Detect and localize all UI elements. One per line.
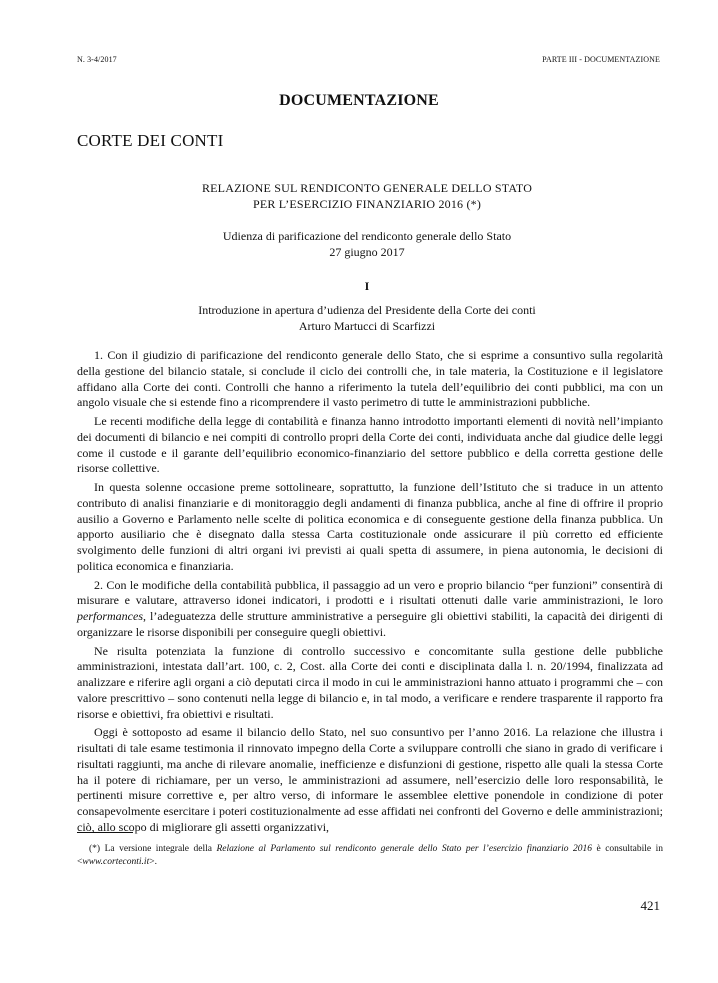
paragraph-text: , l’adeguatezza delle strutture amministrative a perseguire gli obiettivi stabiliti, la capacità dei dirigenti di organizzare le risorse disponibili per conseguire quegli obiettivi. bbox=[77, 609, 663, 639]
part-number: I bbox=[364, 279, 370, 293]
running-header-left: N. 3-4/2017 bbox=[77, 55, 117, 64]
footnote-text: (*) La versione integrale della bbox=[89, 844, 217, 854]
footnote-text: >. bbox=[149, 857, 157, 867]
hearing-line-1: Udienza di parificazione del rendiconto generale dello Stato bbox=[222, 229, 512, 243]
document-title: DOCUMENTAZIONE bbox=[279, 92, 439, 109]
paragraph: 1. Con il giudizio di parificazione del rendiconto generale dello Stato, che si esprime a consuntivo sulla regolarità della gestione del bilancio statale, si conclude il ciclo dei controlli che, in tale materia, la Costituzione e il legislatore affidano alla Corte dei conti. Controlli che hanno a riferimento la tutela dell’equilibrio dei conti pubblici, ma con un angolo visuale che si estende fino a ricomprendere il vasto perimetro di tutte le amministrazioni pubbliche. bbox=[77, 348, 663, 410]
paragraph bbox=[77, 578, 663, 641]
footnote-text: è consultabile in < bbox=[77, 844, 664, 867]
footnote-report-title: Relazione al Parlamento sul rendiconto generale dello Stato per l’esercizio finanziario 2016 bbox=[216, 844, 592, 854]
hearing-subtitle bbox=[60, 228, 674, 260]
running-header-right: PARTE III - DOCUMENTAZIONE bbox=[542, 55, 660, 64]
report-title-line-2: PER L’ESERCIZIO FINANZIARIO 2016 (*) bbox=[252, 197, 482, 211]
paragraph: Ne risulta potenziata la funzione di controllo successivo e concomitante sulla gestione delle pubbliche amministrazioni, intestata dall’art. 100, c. 2, Cost. alla Corte dei conti e disciplinata dalla l. n. 20/1994, finalizzata ad analizzare e riferire agli organi a ciò deputati circa il modo in cui le amministrazioni hanno attuato i programmi che – con valore prescrittivo – sono contenuti nella legge di bilancio e, in tal modo, a verificare e rendere trasparente il rapporto fra risorse e obiettivi, fra obiettivi e risultati. bbox=[77, 643, 663, 721]
paragraph: Le recenti modifiche della legge di contabilità e finanza hanno introdotto importanti elementi di novità nell’impianto dei documenti di bilancio e nei compiti di controllo propri della Corte dei conti, individuata anche dal giudice delle leggi come il custode e il garante dell’equilibrio economico-finanziario del settore pubblico e della corretta gestione delle risorse collettive. bbox=[77, 414, 663, 476]
hearing-date: 27 giugno 2017 bbox=[329, 245, 405, 259]
footnote-separator bbox=[77, 832, 133, 833]
section-title: CORTE DEI CONTI bbox=[77, 131, 224, 150]
report-title-line-1: RELAZIONE SUL RENDICONTO GENERALE DELLO STATO bbox=[201, 181, 533, 195]
paragraph: Oggi è sottoposto ad esame il bilancio dello Stato, nel suo consuntivo per l’anno 2016. La relazione che illustra i risultati di tale esame testimonia il rinnovato impegno della Corte a sviluppare controlli che siano in grado di verificare i risultati raggiunti, ma anche di rilevare anomalie, inefficienze e disfunzioni di gestione, rispetto alle quali la stessa Corte ha il potere di richiamare, per un verso, le amministrazioni ad assumere, nell’esercizio delle loro responsabilità, le pertinenti misure correttive e, per altro verso, di informare le assemblee elettive ponendole in condizione di poter consapevolmente esercitare i poteri costituzionalmente ad esse affidati nei confronti del Governo e delle amministrazioni; ciò, allo scopo di migliorare gli assetti organizzativi, bbox=[77, 725, 663, 834]
emphasis-performances: performances bbox=[77, 609, 143, 623]
intro-line-1: Introduzione in apertura d’udienza del Presidente della Corte dei conti bbox=[198, 303, 536, 317]
report-title bbox=[60, 180, 674, 212]
body-text bbox=[77, 348, 663, 839]
page-number: 421 bbox=[640, 898, 660, 913]
intro-author: Arturo Martucci di Scarfizzi bbox=[298, 319, 436, 333]
intro-heading bbox=[60, 302, 674, 334]
footnote bbox=[77, 843, 663, 869]
footnote-url-link[interactable]: www.corteconti.it bbox=[82, 857, 150, 867]
paragraph-text: 2. Con le modifiche della contabilità pubblica, il passaggio ad un vero e proprio bilancio “per funzioni” consentirà di misurare e valutare, attraverso idonei indicatori, i prodotti e i risultati ottenuti dalle varie amministrazioni, le loro bbox=[77, 577, 663, 608]
paragraph: In questa solenne occasione preme sottolineare, soprattutto, la funzione dell’Istituto che si traduce in un attento contributo di analisi finanziarie e di monitoraggio degli andamenti di finanza pubblica, anche al fine di offrire il proprio ausilio a Governo e Parlamento nelle scelte di politica economica e di conseguente gestione della finanza pubblica. Un apporto ausiliario che è disegnato dalla stessa Carta costituzionale onde assicurare il più corretto ed efficiente svolgimento delle funzioni di altri organi ivi previsti ai quali spetta di assumere, in piena autonomia, le decisioni di politica economica e finanziaria. bbox=[77, 480, 663, 573]
